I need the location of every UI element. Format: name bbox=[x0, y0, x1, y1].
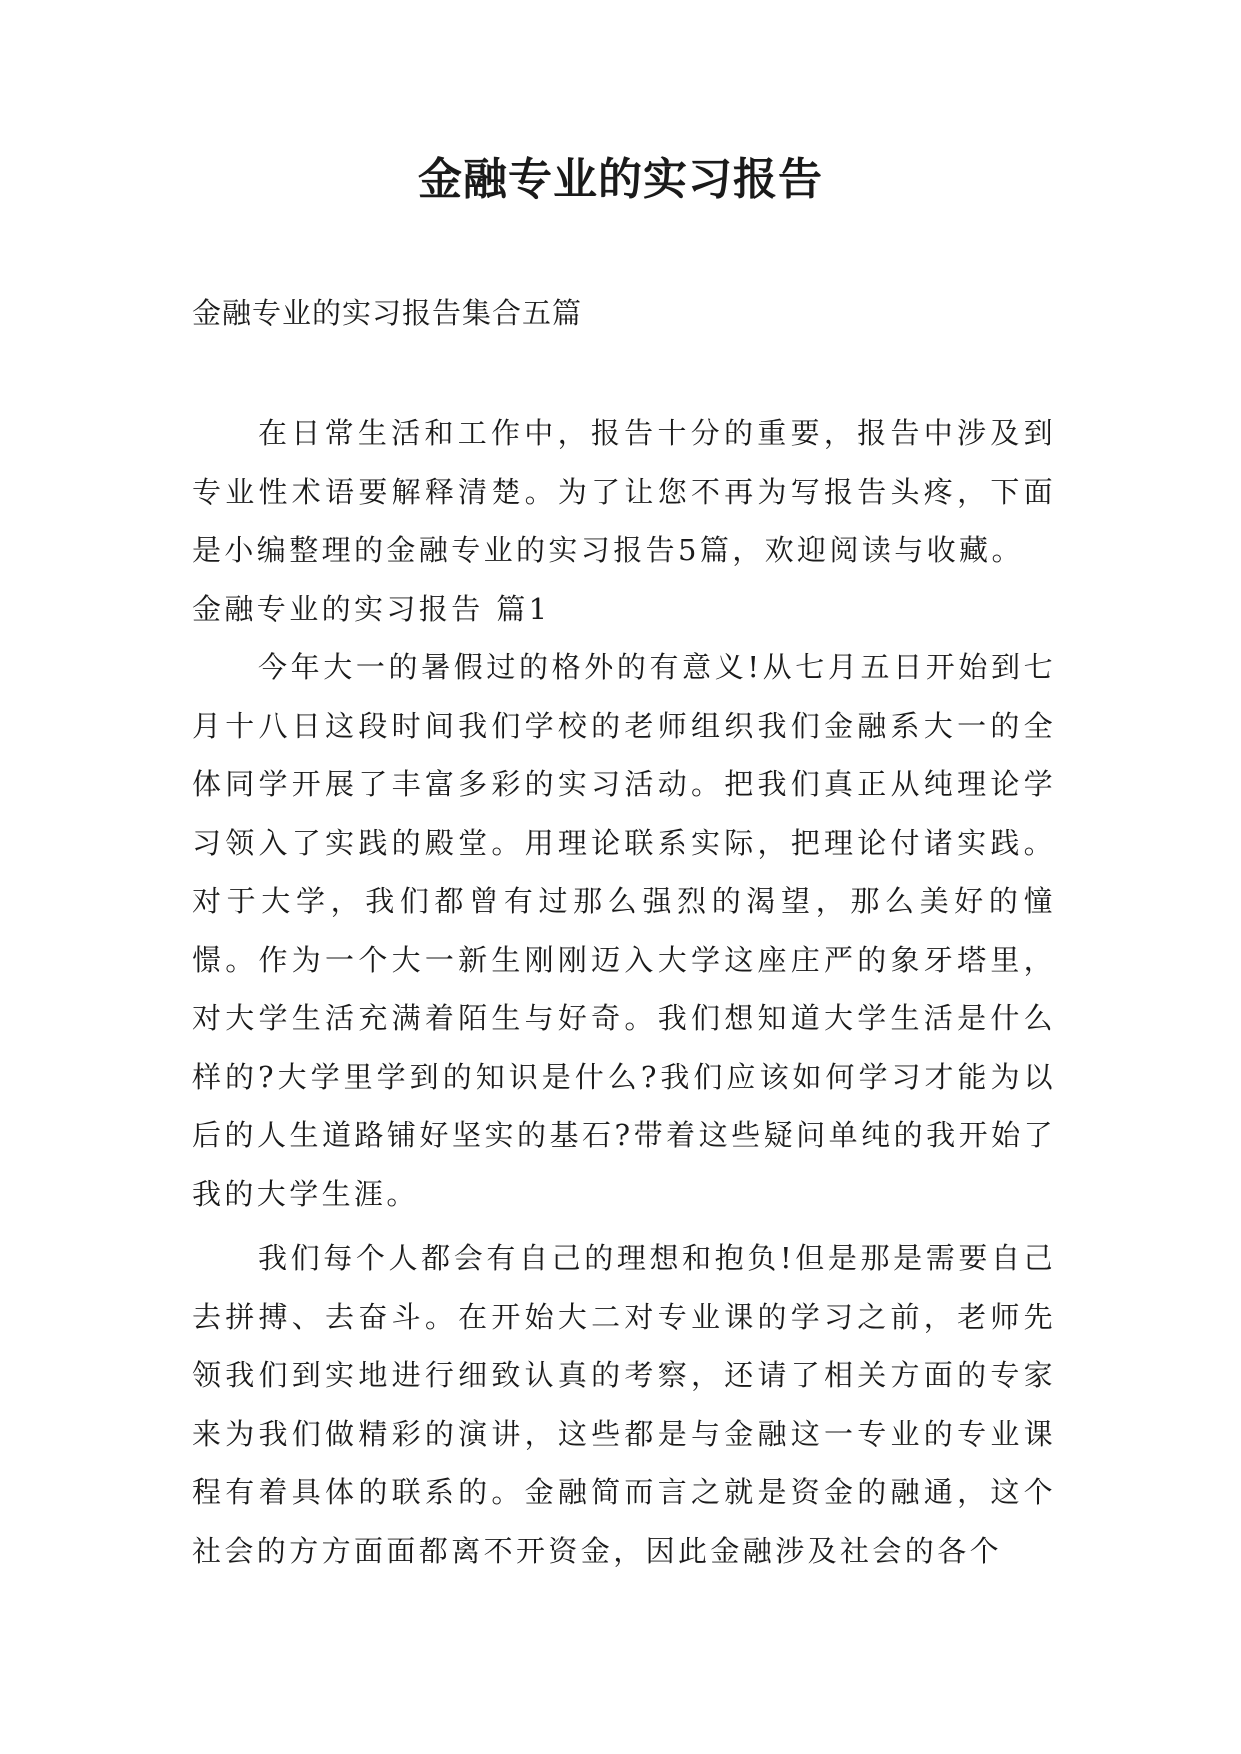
section-heading: 金融专业的实习报告 篇1 bbox=[192, 591, 551, 626]
document-subtitle: 金融专业的实习报告集合五篇 bbox=[192, 296, 583, 330]
body-paragraph-2: 我们每个人都会有自己的理想和抱负!但是那是需要自己去拼搏、去奋斗。在开始大二对专业课的学习之前，老师先领我们到实地进行细致认真的考察，还请了相关方面的专家来为我们做精彩的演讲，这些都是与金融这一专业的专业课程有着具体的联系的。金融简而言之就是资金的融通，这个社会的方方面面都离不开资金，因此金融涉及社会的各个 bbox=[192, 1241, 1056, 1568]
document-body bbox=[192, 404, 1056, 1580]
body-paragraph-1: 今年大一的暑假过的格外的有意义!从七月五日开始到七月十八日这段时间我们学校的老师组织我们金融系大一的全体同学开展了丰富多彩的实习活动。把我们真正从纯理论学习领入了实践的殿堂。用理论联系实际，把理论付诸实践。对于大学，我们都曾有过那么强烈的渴望，那么美好的憧憬。作为一个大一新生刚刚迈入大学这座庄严的象牙塔里，对大学生活充满着陌生与好奇。我们想知道大学生活是什么样的?大学里学到的知识是什么?我们应该如何学习才能为以后的人生道路铺好坚实的基石?带着这些疑问单纯的我开始了我的大学生涯。 bbox=[192, 650, 1056, 1211]
intro-paragraph: 在日常生活和工作中，报告十分的重要，报告中涉及到专业性术语要解释清楚。为了让您不再为写报告头疼，下面是小编整理的金融专业的实习报告5篇，欢迎阅读与收藏。 bbox=[192, 416, 1056, 567]
document-title: 金融专业的实习报告 bbox=[418, 154, 823, 205]
